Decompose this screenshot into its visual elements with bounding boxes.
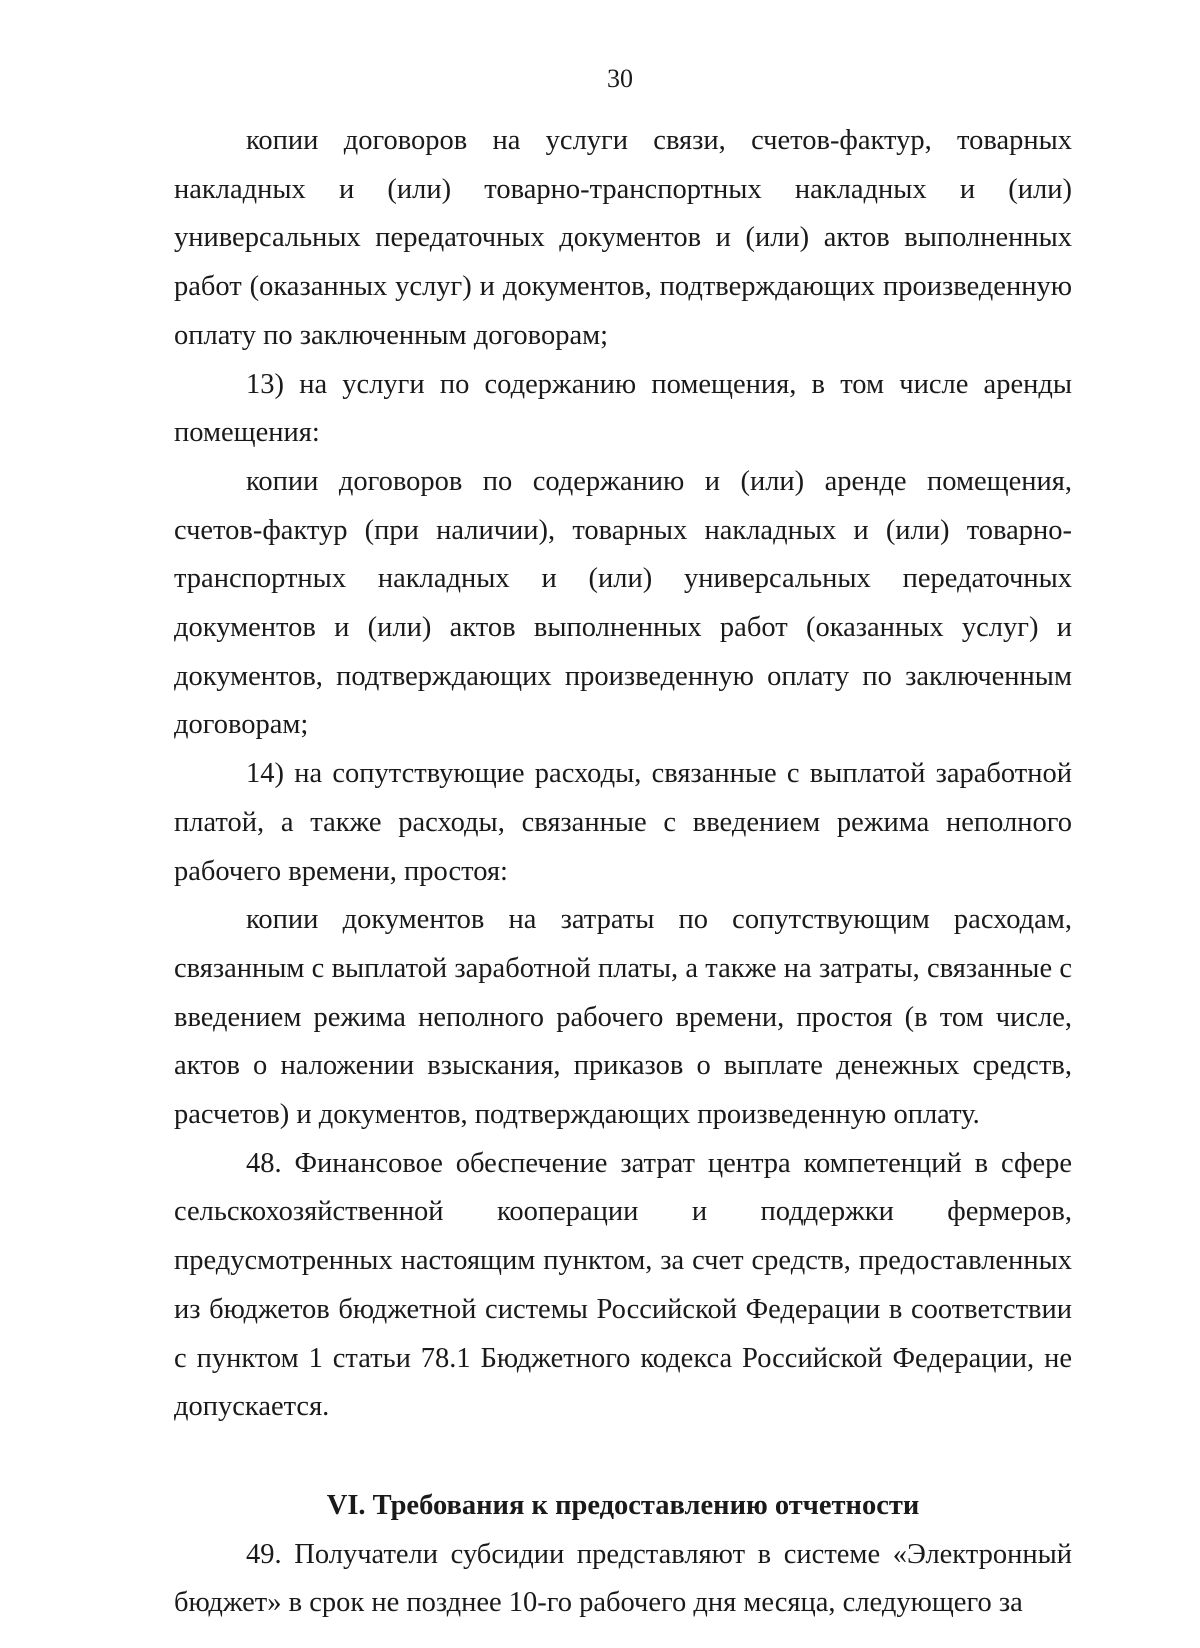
paragraph-related-expenses-docs: копии документов на затраты по сопутствующим расходам, связанным с выплатой заработной платы, а также на затраты, связанные с введением режима неполного рабочего времени, простоя (в том числе, актов о наложении взыскания, приказов о выплате денежных средств, расчетов) и документов, подтверждающих произведенную оплату. xyxy=(174,904,1072,1131)
paragraph-49: 49. Получатели субсидии представляют в системе «Электронный бюджет» в срок не позднее 10-го рабочего дня месяца, следующего за xyxy=(174,1538,1072,1619)
document-body xyxy=(174,117,1072,1628)
paragraph-premises-docs: копии договоров по содержанию и (или) аренде помещения, счетов-фактур (при наличии), товарных накладных и (или) товарно-транспортных накладных и (или) универсальных передаточных документов и (или) актов выполненных работ (оказанных услуг) и документов, подтверждающих произведенную оплату по заключенным договорам; xyxy=(174,465,1072,741)
page-number: 30 xyxy=(607,64,633,93)
paragraph-communication-docs: копии договоров на услуги связи, счетов-фактур, товарных накладных и (или) товарно-транспортных накладных и (или) универсальных передаточных документов и (или) актов выполненных работ (оказанных услуг) и документов, подтверждающих произведенную оплату по заключенным договорам; xyxy=(174,125,1072,351)
paragraph-48: 48. Финансовое обеспечение затрат центра компетенций в сфере сельскохозяйственной кооперации и поддержки фермеров, предусмотренных настоящим пунктом, за счет средств, предоставленных из бюджетов бюджетной системы Российской Федерации в соответствии с пунктом 1 статьи 78.1 Бюджетного кодекса Российской Федерации, не допускается. xyxy=(174,1147,1072,1423)
paragraph-item-14: 14) на сопутствующие расходы, связанные с выплатой заработной платой, а также расходы, связанные с введением режима неполного рабочего времени, простоя: xyxy=(174,758,1072,887)
section-heading: VI. Требования к предоставлению отчетности xyxy=(326,1489,920,1521)
paragraph-item-13: 13) на услуги по содержанию помещения, в том числе аренды помещения: xyxy=(174,368,1072,449)
